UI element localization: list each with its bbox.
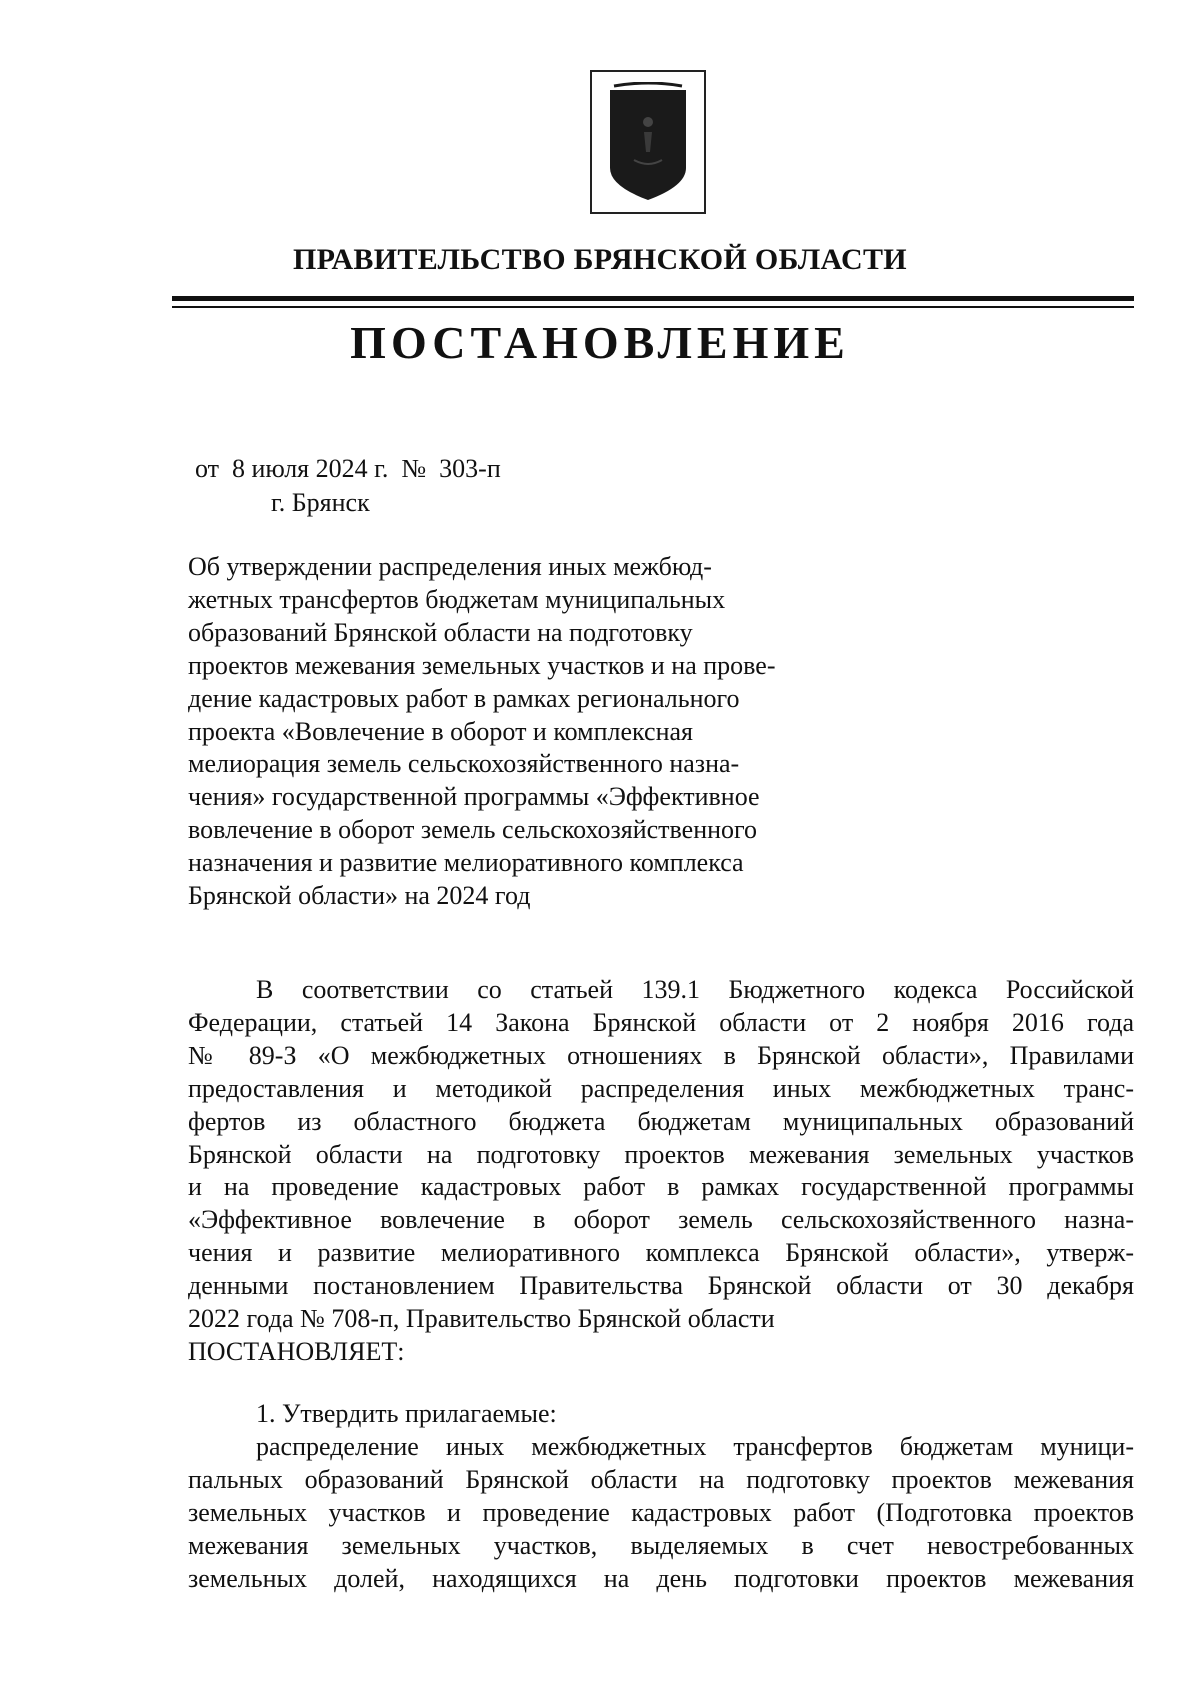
- subject-line: назначения и развитие мелиоративного комплекса: [188, 848, 744, 878]
- subject-line: дение кадастровых работ в рамках регионального: [188, 683, 740, 713]
- subject-line: Об утверждении распределения иных межбюд-: [188, 552, 712, 581]
- government-title: ПРАВИТЕЛЬСТВО БРЯНСКОЙ ОБЛАСТИ: [293, 243, 907, 276]
- subject-line: мелиорация земель сельскохозяйственного назна-: [188, 749, 740, 779]
- subject-block: [188, 551, 819, 913]
- item-1-line: межевания земельных участков, выделяемых в счет невостребованных: [188, 1530, 1134, 1560]
- subject-line: Брянской области» на 2024 год: [188, 881, 531, 911]
- item-1-line: земельных участков и проведение кадастровых работ (Подготовка проектов: [188, 1497, 1134, 1527]
- preamble-line: денными постановлением Правительства Брянской области от 30 декабря: [188, 1271, 1134, 1301]
- document-type-title: ПОСТАНОВЛЕНИЕ: [350, 317, 850, 368]
- subject-line: жетных трансфертов бюджетам муниципальных: [188, 584, 726, 614]
- preamble-line: В соответствии со статьей 139.1 Бюджетного кодекса Российской: [256, 975, 1134, 1004]
- resolution-keyword: ПОСТАНОВЛЯЕТ:: [188, 1336, 405, 1366]
- subject-line: проектов межевания земельных участков и на прове-: [188, 650, 776, 680]
- coat-of-arms-emblem: [590, 70, 706, 214]
- preamble-line: Федерации, статьей 14 Закона Брянской области от 2 ноября 2016 года: [188, 1007, 1134, 1037]
- item-1-heading: 1. Утвердить прилагаемые:: [256, 1399, 557, 1428]
- preamble-line: и на проведение кадастровых работ в рамках государственной программы: [188, 1172, 1134, 1202]
- item-1-paragraph: [188, 1398, 1134, 1595]
- subject-line: чения» государственной программы «Эффективное: [188, 782, 760, 812]
- item-1-line: земельных долей, находящихся на день подготовки проектов межевания: [188, 1563, 1134, 1593]
- preamble-line: фертов из областного бюджета бюджетам муниципальных образований: [188, 1106, 1134, 1136]
- item-1-line: пальных образований Брянской области на подготовку проектов межевания: [188, 1464, 1134, 1494]
- preamble-line: чения и развитие мелиоративного комплекса Брянской области», утверж-: [188, 1238, 1134, 1268]
- preamble-line: предоставления и методикой распределения иных межбюджетных транс-: [188, 1073, 1134, 1103]
- date-number-line: от 8 июля 2024 г. № 303-п: [195, 454, 501, 483]
- preamble-line: 2022 года № 708-п, Правительство Брянской области: [188, 1304, 775, 1334]
- preamble-line: «Эффективное вовлечение в оборот земель сельскохозяйственного назна-: [188, 1205, 1134, 1235]
- header-rule-thick: [172, 296, 1134, 301]
- subject-line: образований Брянской области на подготовку: [188, 617, 693, 647]
- city-line: г. Брянск: [271, 488, 370, 517]
- preamble-paragraph: [188, 974, 1134, 1369]
- header-rule-thin: [172, 306, 1134, 308]
- preamble-line: № 89-З «О межбюджетных отношениях в Брянской области», Правилами: [188, 1040, 1134, 1070]
- subject-line: проекта «Вовлечение в оборот и комплексная: [188, 716, 693, 746]
- item-1-line: распределение иных межбюджетных трансфертов бюджетам муници-: [256, 1431, 1134, 1461]
- subject-line: вовлечение в оборот земель сельскохозяйственного: [188, 815, 758, 845]
- preamble-line: Брянской области на подготовку проектов межевания земельных участков: [188, 1139, 1134, 1169]
- coat-of-arms-icon: [604, 82, 692, 204]
